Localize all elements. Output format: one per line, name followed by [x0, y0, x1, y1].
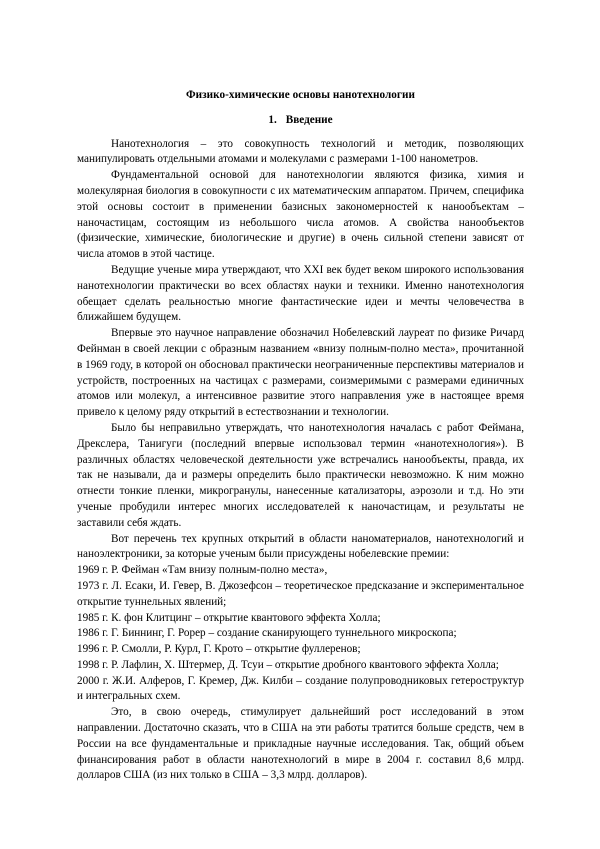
page-title: Физико-химические основы нанотехнологии: [185, 89, 416, 101]
paragraph-feynman: Впервые это научное направление обозначил Нобелевский лауреат по физике Ричард Фейнман в своей лекции с образным названием «внизу полным-полно места», прочитанной в 1969 году, в которой он обосновал практически неограниченные перспективы материалов и устройств, построенных на частицах с размерами, соизмеримыми с размерами единичных атомов или молекул, а интенсивное развитие этого направления уже в настоящее время привело к целому ряду открытий в естествознании и технологии.: [77, 327, 524, 419]
paragraph-nobel-intro: Вот перечень тех крупных открытий в области наноматериалов, нанотехнологий и наноэлектроники, за которые ученым были присуждены нобелевские премии:: [77, 532, 524, 561]
list-item: 1973 г. Л. Есаки, И. Гевер, В. Джозефсон – теоретическое предсказание и экспериментальное открытие туннельных явлений;: [77, 579, 524, 608]
nobel-prize-list: [77, 563, 524, 705]
list-item: 2000 г. Ж.И. Алферов, Г. Кремер, Дж. Килби – создание полупроводниковых гетероструктур и интегральных схем.: [77, 674, 524, 703]
paragraph-funding: Это, в свою очередь, стимулирует дальнейший рост исследований в этом направлении. Достаточно сказать, что в США на эти работы тратится больше средств, чем в России на все фундаментальные и прикладные научные исследования. Так, общий объем финансирования работ в области нанотехнологий в мире в 2004 г. составил 8,6 млрд. долларов США (из них только в США – 3,3 млрд. долларов).: [77, 706, 524, 782]
list-item: 1998 г. Р. Лафлин, Х. Штермер, Д. Тсуи – открытие дробного квантового эффекта Холла;: [77, 658, 499, 671]
list-item: 1996 г. Р. Смолли, Р. Курл, Г. Крото – открытие фуллеренов;: [77, 643, 361, 656]
section-number: 1.: [268, 113, 277, 126]
document-body: [77, 88, 524, 784]
paragraph-century: Ведущие ученые мира утверждают, что XXI век будет веком широкого использования нанотехнологии практически во всех областях науки и техники. Именно нанотехнология обещает сделать реальностью многие фантастические идеи и мечты человечества в ближайшем будущем.: [77, 263, 524, 324]
section-heading-label: Введение: [285, 113, 333, 126]
paragraph-definition: Нанотехнология – это совокупность технологий и методик, позволяющих манипулировать отдельными атомами и молекулами с размерами 1-100 нанометров.: [77, 137, 524, 166]
section-heading: [77, 113, 524, 129]
list-item: 1986 г. Г. Биннинг, Г. Рорер – создание сканирующего туннельного микроскопа;: [77, 627, 457, 640]
paragraph-foundations: Фундаментальной основой для нанотехнологии являются физика, химия и молекулярная биология в совокупности с их математическим аппаратом. Причем, специфика этой основы состоит в применении базисных закономерностей к нанообъектам – наночастицам, состоящим из небольшого числа атомов. А свойства нанообъектов (физические, химические, биологические и другие) в очень сильной степени зависят от числа атомов в этой частице.: [77, 169, 524, 261]
paragraph-drexler: Было бы неправильно утверждать, что нанотехнология началась с работ Феймана, Дрекслера, Танигуги (последний впервые использовал термин «нанотехнология»). В различных областях человеческой деятельности уже встречались нанообъекты, правда, их так не называли, да и размеры определить было практически невозможно. К ним можно отнести тонкие пленки, микрогранулы, нанесенные катализаторы, аэрозоли и т.д. Но эти ученые пробудили интерес многих исследователей к наночастицам, и результаты не заставили себя ждать.: [77, 421, 524, 529]
list-item: 1969 г. Р. Фейман «Там внизу полным-полно места»,: [77, 564, 328, 577]
list-item: 1985 г. К. фон Клитцинг – открытие квантового эффекта Холла;: [77, 611, 381, 624]
